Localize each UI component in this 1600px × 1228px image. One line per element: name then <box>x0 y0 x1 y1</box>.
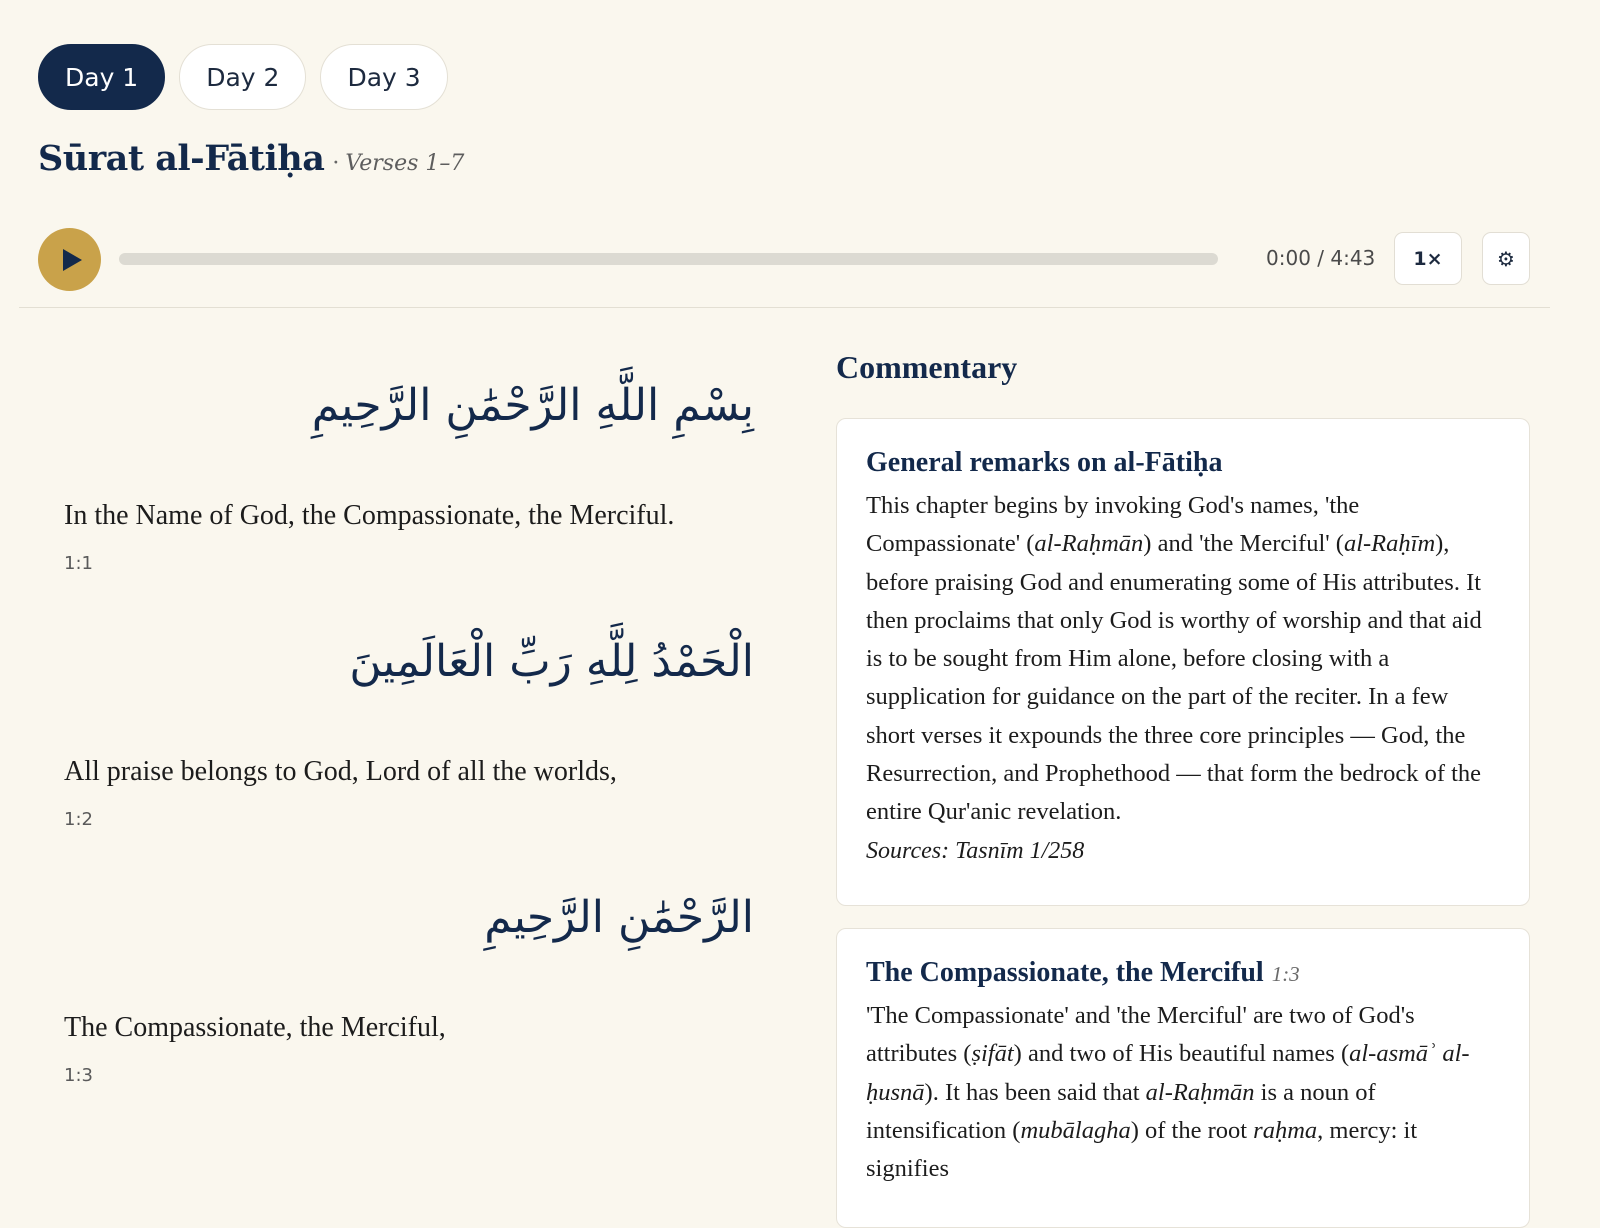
divider <box>19 307 1550 308</box>
settings-button[interactable] <box>1482 232 1530 285</box>
time-display: 0:00 / 4:43 <box>1266 246 1376 270</box>
card-title: General remarks on al-Fātiḥa <box>866 447 1223 478</box>
play-button[interactable] <box>38 228 101 291</box>
page-title-row <box>38 138 464 179</box>
verse-translation: The Compassionate, the Merciful, <box>64 1012 446 1043</box>
title-separator: · <box>332 151 340 176</box>
verse-arabic: الْحَمْدُ لِلَّهِ رَبِّ الْعَالَمِينَ <box>349 636 754 687</box>
audio-player <box>38 228 1530 292</box>
card-body: 'The Compassionate' and 'the Merciful' are two of God's attributes (ṣifāt) and two of His beautiful names (al-asmāʾ al-ḥusnā). It has been said that al-Raḥmān is a noun of intensification (mubālagha) of the root raḥma, mercy: it signifies <box>866 1002 1470 1183</box>
page-title: Sūrat al-Fātiḥa <box>38 138 325 179</box>
verses-range: Verses 1–7 <box>345 151 465 176</box>
gear-icon: ⚙ <box>1497 246 1515 271</box>
commentary-heading: Commentary <box>836 349 1018 385</box>
tab-day-2[interactable]: Day 2 <box>179 44 306 110</box>
card-body: This chapter begins by invoking God's names, 'the Compassionate' (al-Raḥmān) and 'the Merciful' (al-Raḥīm), before praising God and enumerating some of His attributes. It then proclaims that only God is worthy of worship and that aid is to be sought from Him alone, before closing with a supplication for guidance on the part of the reciter. In a few short verses it expounds the three core principles — God, the Resurrection, and Prophethood — that form the bedrock of the entire Qur'anic revelation. <box>866 492 1482 826</box>
verse-arabic: بِسْمِ اللَّهِ الرَّحْمَٰنِ الرَّحِيمِ <box>311 380 754 431</box>
card-title: The Compassionate, the Merciful 1:3 <box>866 957 1300 988</box>
card-sources: Sources: Tasnīm 1/258 <box>866 837 1085 864</box>
verse-arabic: الرَّحْمَٰنِ الرَّحِيمِ <box>484 892 754 943</box>
day-tabs <box>38 44 448 110</box>
progress-bar[interactable] <box>119 253 1218 265</box>
commentary-card <box>836 418 1530 906</box>
tab-day-1[interactable]: Day 1 <box>38 44 165 110</box>
tab-day-3[interactable]: Day 3 <box>320 44 447 110</box>
playback-speed-button[interactable]: 1× <box>1394 232 1462 285</box>
verse-translation: In the Name of God, the Compassionate, the Merciful. <box>64 500 675 531</box>
play-icon <box>63 249 82 271</box>
commentary-card <box>836 928 1530 1228</box>
verse-translation: All praise belongs to God, Lord of all the worlds, <box>64 756 617 787</box>
verse-ref: 1:1 <box>64 553 93 574</box>
verse-ref: 1:2 <box>64 809 93 830</box>
verse-ref: 1:3 <box>64 1065 93 1086</box>
card-ref: 1:3 <box>1271 962 1300 986</box>
